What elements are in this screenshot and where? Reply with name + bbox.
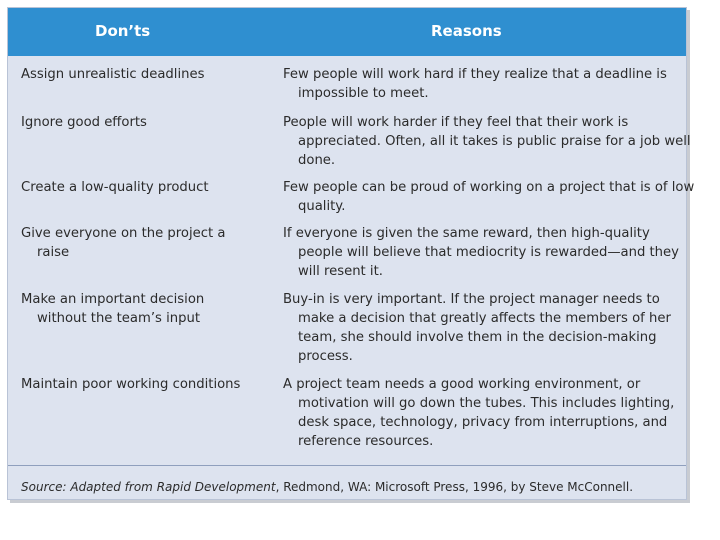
source-label: Source: bbox=[21, 480, 67, 494]
table-header bbox=[8, 8, 686, 56]
reason-cell: Buy-in is very important. If the project manager needs to make a decision that greatly affects the members of her team, she should involve them in the decision-making process. bbox=[283, 292, 671, 364]
dont-cell: Create a low-quality product bbox=[21, 180, 209, 195]
dont-cell: Ignore good efforts bbox=[21, 115, 147, 130]
source-adapted: Adapted from bbox=[70, 480, 153, 494]
reason-cell: People will work harder if they feel that their work is appreciated. Often, all it takes is public praise for a job well done. bbox=[283, 115, 691, 168]
source-book: Rapid Development bbox=[156, 480, 276, 494]
reason-cell: A project team needs a good working environment, or motivation will go down the tubes. This includes lighting, desk space, technology, privacy from interruptions, and reference resources. bbox=[283, 377, 675, 449]
source-rest: , Redmond, WA: Microsoft Press, 1996, by Steve McConnell. bbox=[275, 480, 634, 494]
dont-cell: Maintain poor working conditions bbox=[21, 377, 241, 392]
dont-cell: Make an important decision without the team’s input bbox=[21, 292, 205, 326]
header-reasons: Reasons bbox=[431, 22, 502, 40]
table-frame bbox=[7, 7, 695, 500]
reason-cell: Few people can be proud of working on a project that is of low quality. bbox=[283, 180, 695, 214]
reason-cell: Few people will work hard if they realize that a deadline is impossible to meet. bbox=[283, 67, 667, 101]
dont-cell: Give everyone on the project a raise bbox=[21, 226, 226, 260]
source-note bbox=[21, 480, 633, 494]
reason-cell: If everyone is given the same reward, then high-quality people will believe that mediocrity is rewarded—and they will resent it. bbox=[283, 226, 679, 279]
divider bbox=[8, 465, 686, 466]
header-donts: Don’ts bbox=[95, 22, 151, 40]
dont-cell: Assign unrealistic deadlines bbox=[21, 67, 205, 82]
